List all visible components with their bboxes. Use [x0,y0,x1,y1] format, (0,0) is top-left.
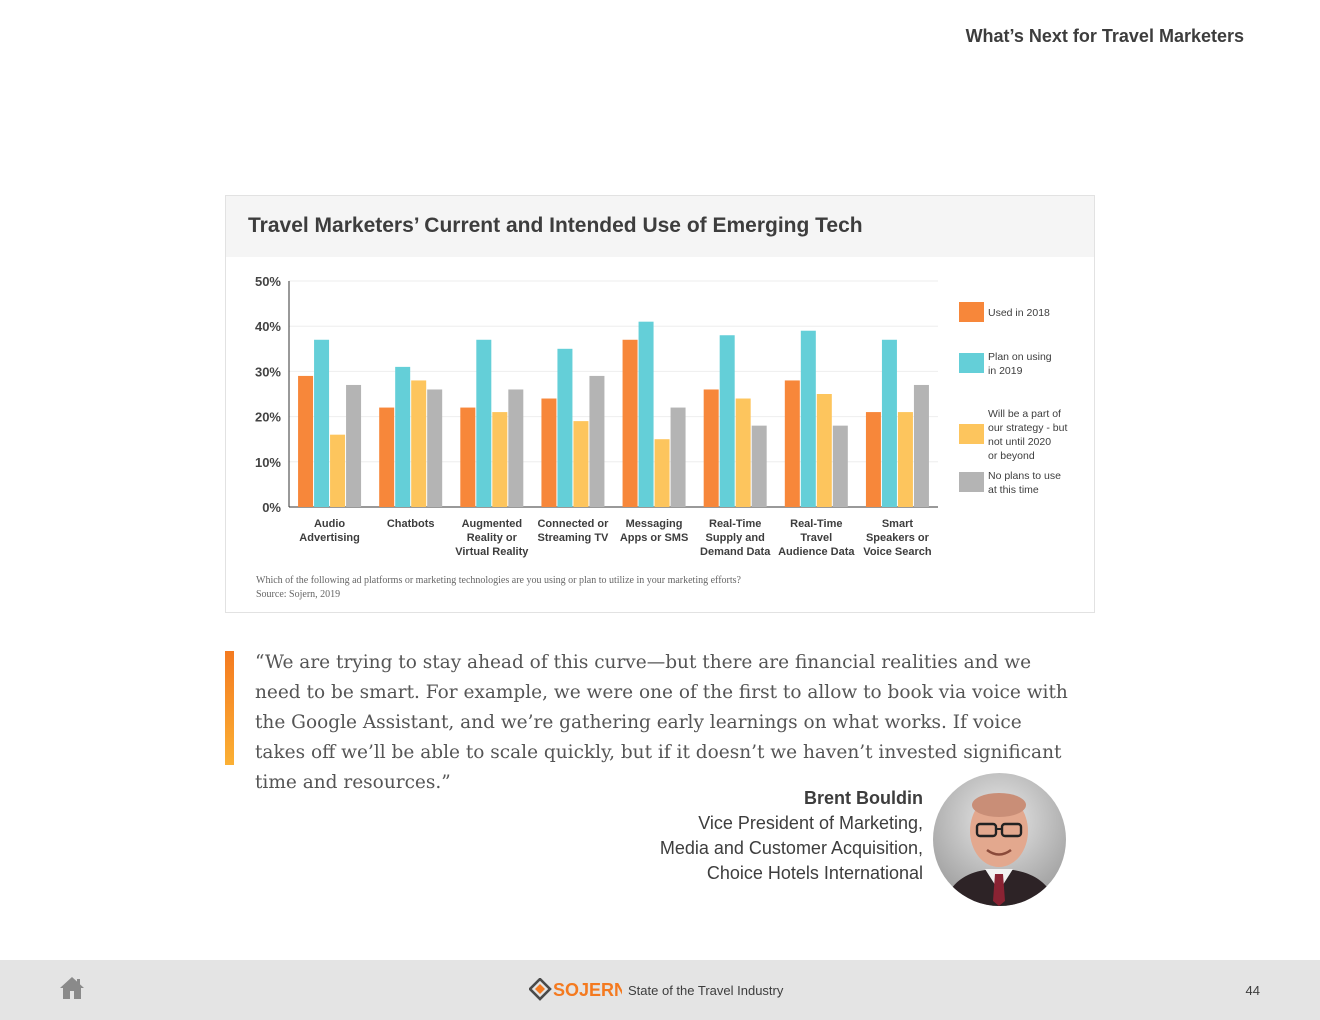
page-section-title: What’s Next for Travel Marketers [965,26,1244,46]
chart-card [225,195,1095,613]
x-tick-label: Demand Data [700,546,771,558]
x-tick-label: Augmented [461,518,523,530]
x-tick-label: Supply and [705,532,765,544]
sojern-logo [529,978,622,1002]
bar [736,399,751,507]
y-tick-label: 50% [254,274,281,289]
bar [801,331,816,507]
speaker-role-line1: Vice President of Marketing, [698,813,923,833]
bar [411,380,426,507]
bar [898,412,913,507]
x-tick-label: Smart [881,518,914,530]
bar [314,340,329,507]
legend-swatch [959,353,984,373]
y-tick-label: 40% [254,319,281,335]
quote-attribution [660,786,923,886]
x-tick-label: Advertising [299,532,360,544]
bar [882,340,897,507]
bar [541,399,556,507]
home-icon[interactable] [58,975,86,1001]
legend-label: not until 2020 [988,436,1052,448]
x-tick-label: Chatbots [386,518,435,530]
legend-label: or beyond [988,450,1035,462]
quote-accent-bar [225,651,234,765]
bar [508,389,523,507]
legend-label: Will be a part of [988,408,1061,420]
x-tick-label: Audio [313,518,346,530]
legend-label: our strategy - but [988,422,1068,434]
y-tick-label: 10% [254,454,281,470]
x-tick-label: Real-Time [709,518,762,530]
legend-label: No plans to use [988,470,1061,482]
bar [833,426,848,507]
bar [379,408,394,507]
legend-label: Plan on using [988,351,1052,363]
x-tick-label: Speakers or [865,532,929,544]
legend-swatch [959,472,984,492]
bar [330,435,345,507]
bar [395,367,410,507]
page-number: 44 [1245,983,1260,998]
x-tick-label: Virtual Reality [455,546,529,558]
bar [704,389,719,507]
bar-chart [226,257,1094,567]
bar [476,340,491,507]
logo-wordmark: SOJERN [553,980,622,1000]
bar [492,412,507,507]
footer-title: State of the Travel Industry [628,983,784,998]
y-tick-label: 0% [262,500,281,515]
x-tick-label: Audience Data [778,546,855,558]
bar [752,426,767,507]
bar [671,408,686,507]
page-footer [0,960,1320,1020]
speaker-role-line3: Choice Hotels International [706,863,923,883]
bar [655,439,670,507]
footnote-question: Which of the following ad platforms or marketing technologies are you using or plan to utilize in your marketing efforts? [256,575,741,586]
x-tick-label: Travel [800,532,833,544]
quote-text: “We are trying to stay ahead of this curve—but there are financial realities and we need to be smart. For example, we were one of the first to allow to book via voice with the Google Assistant, and we’re gathering early learnings on what works. If voice takes off we’ll be able to scale quickly, but if it doesn’t we haven’t invested significant time and resources.” [255,652,1068,793]
y-tick-label: 20% [254,409,281,425]
bar [589,376,604,507]
bar [866,412,881,507]
legend-label: in 2019 [988,365,1023,377]
chart-footnote [256,574,741,602]
chart-title: Travel Marketers’ Current and Intended Use of Emerging Tech [248,214,863,237]
bar [573,421,588,507]
bar [639,322,654,507]
speaker-photo [933,773,1066,906]
bar [914,385,929,507]
speaker-role-line2: Media and Customer Acquisition, [659,838,923,858]
bar [346,385,361,507]
bar [298,376,313,507]
x-tick-label: Connected or [537,518,609,530]
legend-label: Used in 2018 [988,307,1050,319]
bar [557,349,572,507]
bar [623,340,638,507]
bar [785,380,800,507]
chart-card-header [226,196,1094,257]
speaker-name: Brent Bouldin [804,788,923,808]
x-tick-label: Reality or [466,532,517,544]
legend-swatch [959,302,984,322]
legend-label: at this time [988,484,1039,496]
y-tick-label: 30% [254,364,281,380]
bar [460,408,475,507]
x-tick-label: Real-Time [790,518,843,530]
x-tick-label: Messaging [625,518,683,530]
footnote-source: Source: Sojern, 2019 [256,589,341,600]
x-tick-label: Voice Search [863,546,932,558]
x-tick-label: Apps or SMS [619,532,689,544]
legend-swatch [959,424,984,444]
x-tick-label: Streaming TV [537,532,609,544]
bar [817,394,832,507]
bar [720,335,735,507]
bar [427,389,442,507]
